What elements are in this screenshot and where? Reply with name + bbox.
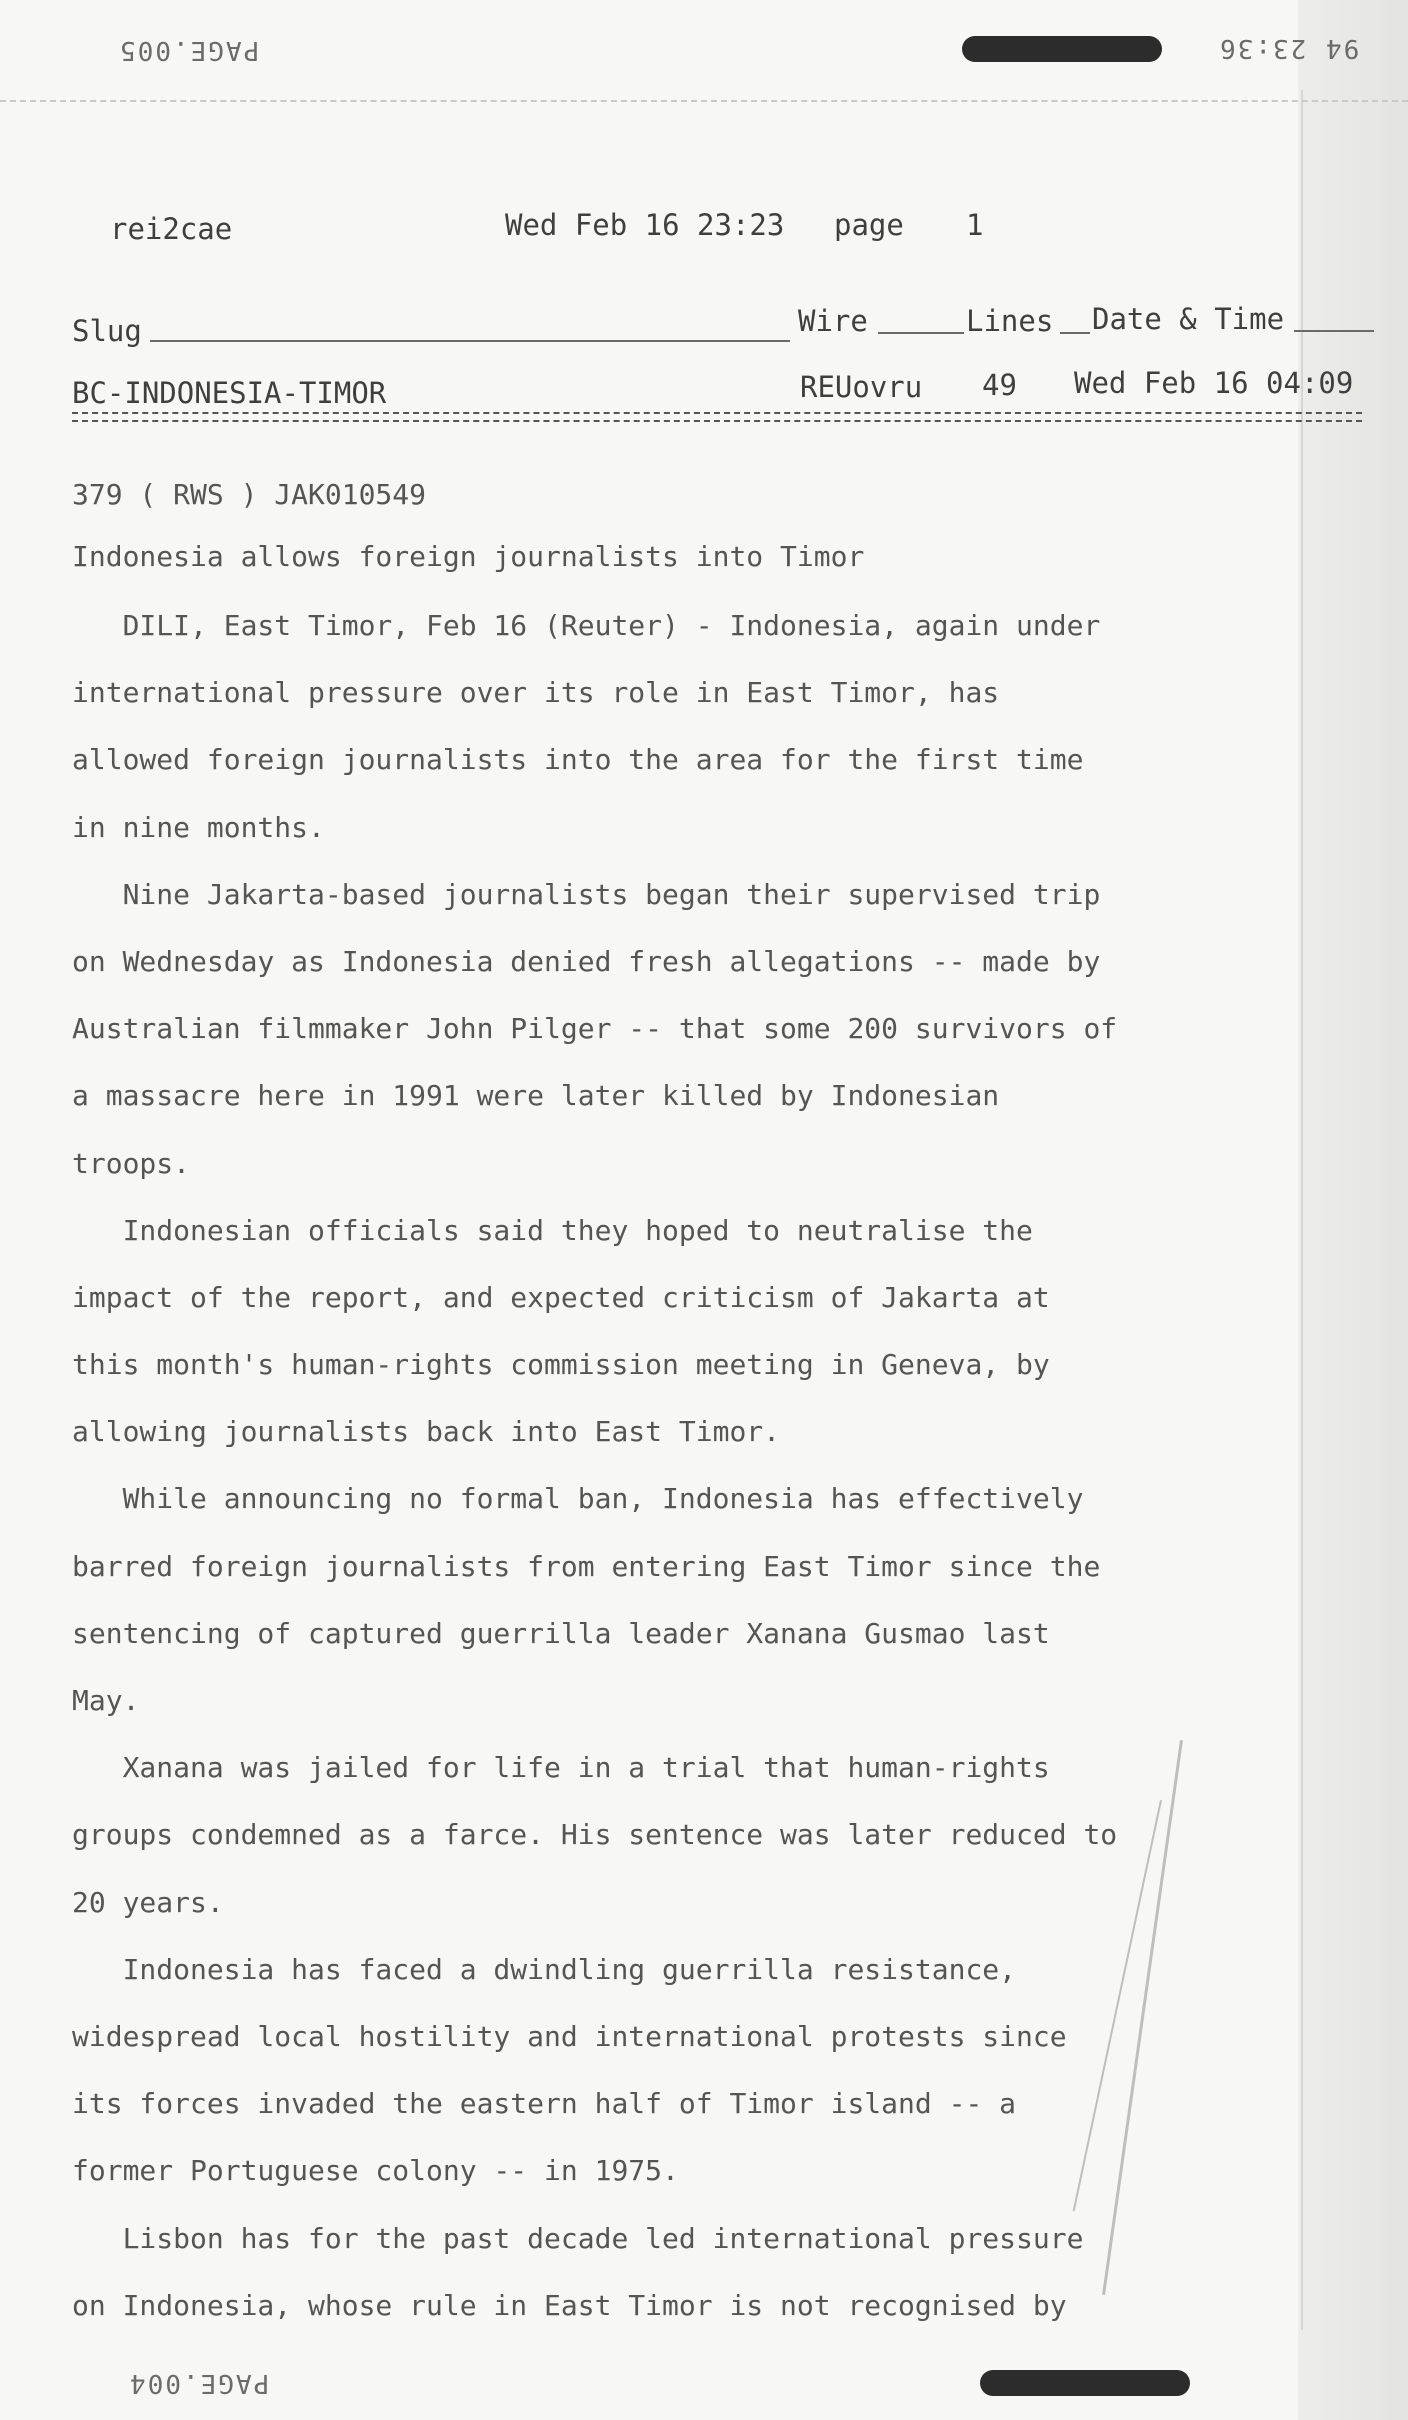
article-line: in nine months. [72,810,325,844]
page-label: page [834,208,904,242]
article-body [72,592,1252,2339]
story-date-time: Wed Feb 16 04:09 [1074,366,1354,400]
account-id: rei2cae [110,212,233,246]
article-line: widespread local hostility and international protests since [72,2019,1067,2053]
article-line: troops. [72,1146,191,1180]
article-line: its forces invaded the eastern half of Timor island -- a [72,2087,1017,2121]
article-line: DILI, East Timor, Feb 16 (Reuter) - Indonesia, again under [72,609,1101,642]
paper-edge-strip [1298,0,1408,2420]
wire-underline [878,332,964,334]
article-line: international pressure over its role in East Timor, has [72,676,1000,710]
article-line: this month's human-rights commission meeting in Geneva, by [72,1348,1050,1382]
top-redaction-mark [962,36,1162,62]
article-line: Lisbon has for the past decade led international pressure [72,2221,1084,2255]
bottom-page-stamp: PAGE.004 [128,2368,270,2398]
paper-fold-line [1301,90,1303,2330]
story-slug: BC-INDONESIA-TIMOR [72,376,387,410]
header-date-time: Wed Feb 16 23:23 [505,208,785,242]
article-line: While announcing no formal ban, Indonesia has effectively [72,1482,1084,1516]
wire-column-label: Wire [798,304,868,338]
lines-underline [1060,332,1090,334]
date-time-underline [1294,330,1374,332]
story-wire: REUovru [800,370,923,404]
article-line: impact of the report, and expected criticism of Jakarta at [72,1280,1050,1314]
article-line: Indonesia has faced a dwindling guerrilla resistance, [72,1952,1017,1986]
top-dashed-rule [0,100,1408,102]
slug-underline [150,340,790,342]
article-line: Australian filmmaker John Pilger -- that some 200 survivors of [72,1012,1118,1046]
date-time-column-label: Date & Time [1092,302,1285,336]
article-line: Xanana was jailed for life in a trial that human-rights [72,1751,1050,1785]
article-line: barred foreign journalists from entering East Timor since the [72,1549,1101,1583]
page-number: 1 [966,208,984,242]
article-line: allowed foreign journalists into the area for the first time [72,743,1084,777]
article-line: Indonesian officials said they hoped to neutralise the [72,1213,1033,1247]
story-headline: Indonesia allows foreign journalists into Timor [72,540,865,573]
slug-column-label: Slug [72,314,142,348]
story-id-line: 379 ( RWS ) JAK010549 [72,478,427,511]
article-line: 20 years. [72,1885,224,1919]
article-line: former Portuguese colony -- in 1975. [72,2154,679,2188]
top-time-stamp: 94 23:36 [1218,33,1360,63]
bottom-redaction-mark [980,2370,1190,2396]
article-line: a massacre here in 1991 were later killed by Indonesian [72,1079,1000,1113]
article-line: on Wednesday as Indonesia denied fresh allegations -- made by [72,944,1101,978]
top-page-stamp: PAGE.005 [118,35,260,65]
article-line: allowing journalists back into East Timor. [72,1415,781,1449]
article-line: on Indonesia, whose rule in East Timor is not recognised by [72,2288,1067,2322]
article-line: sentencing of captured guerrilla leader Xanana Gusmao last [72,1616,1050,1650]
article-line: groups condemned as a farce. His sentence was later reduced to [72,1818,1118,1852]
lines-column-label: Lines [966,304,1054,338]
article-line: Nine Jakarta-based journalists began their supervised trip [72,877,1101,911]
header-double-rule [72,412,1362,422]
story-lines: 49 [982,368,1017,402]
article-line: May. [72,1684,140,1717]
